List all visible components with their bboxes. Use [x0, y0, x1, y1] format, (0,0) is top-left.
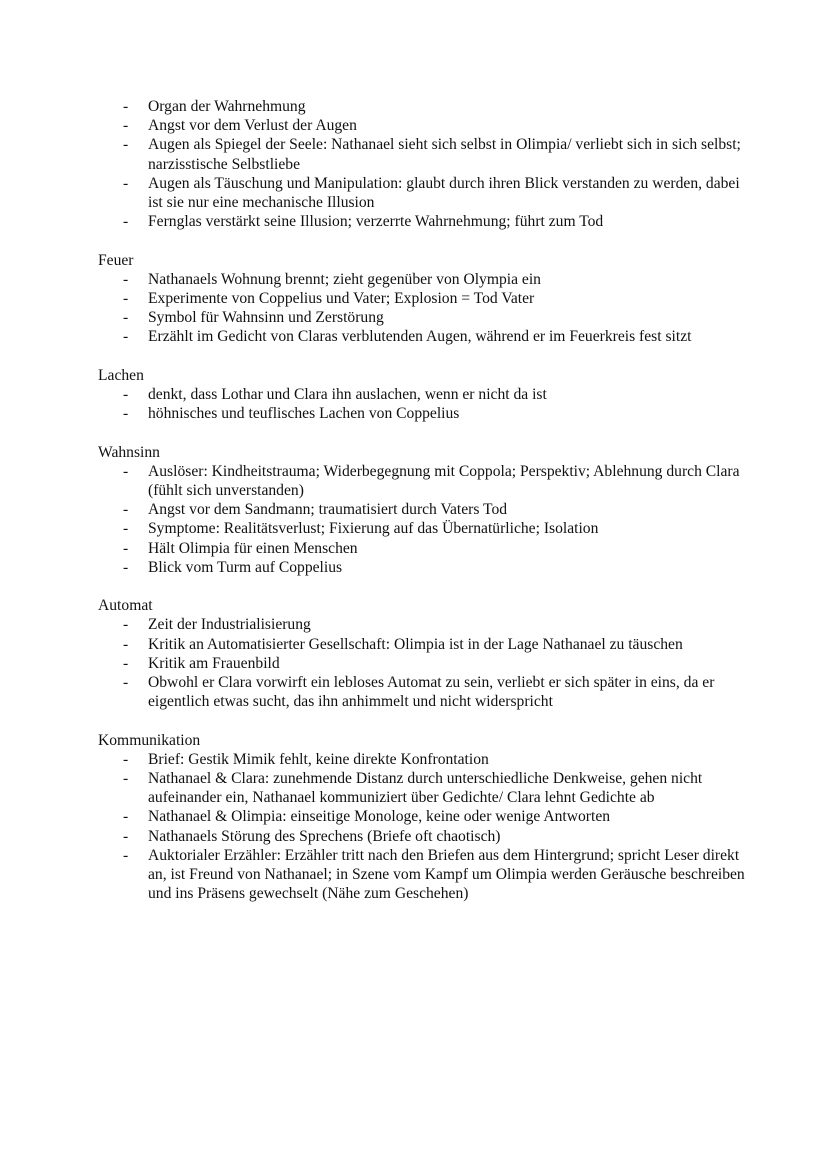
section-augen — [98, 97, 748, 231]
list-item — [98, 308, 748, 327]
list-item — [98, 673, 748, 711]
dash-bullet-icon: - — [123, 616, 129, 634]
list-item — [98, 827, 748, 846]
list-item — [98, 654, 748, 673]
list-item-text: Augen als Spiegel der Seele: Nathanael sieht sich selbst in Olimpia/ verliebt sich in sich selbst; narzisstische Selbstliebe — [148, 136, 741, 173]
list-item — [98, 404, 748, 423]
dash-bullet-icon: - — [123, 750, 129, 768]
list-item-text: Kritik am Frauenbild — [148, 654, 280, 672]
bullet-list — [98, 462, 748, 577]
dash-bullet-icon: - — [123, 462, 129, 480]
list-item-text: Zeit der Industrialisierung — [148, 616, 311, 634]
section-kommunikation — [98, 731, 748, 904]
list-item-text: Blick vom Turm auf Coppelius — [148, 558, 343, 576]
list-item — [98, 846, 748, 904]
list-item — [98, 807, 748, 826]
list-item — [98, 174, 748, 212]
list-item-text: Organ der Wahrnehmung — [148, 98, 306, 115]
dash-bullet-icon: - — [123, 520, 129, 538]
dash-bullet-icon: - — [123, 213, 129, 231]
dash-bullet-icon: - — [123, 270, 129, 288]
list-item — [98, 135, 748, 173]
section-lachen — [98, 366, 748, 424]
dash-bullet-icon: - — [123, 654, 129, 672]
list-item — [98, 289, 748, 308]
dash-bullet-icon: - — [123, 539, 129, 557]
dash-bullet-icon: - — [123, 174, 129, 192]
dash-bullet-icon: - — [123, 136, 129, 154]
list-item — [98, 270, 748, 289]
list-item-text: Auslöser: Kindheitstrauma; Widerbegegnung mit Coppola; Perspektiv; Ablehnung durch Clara (fühlt sich unverstanden) — [148, 462, 740, 500]
section-heading: Feuer — [98, 251, 134, 269]
document-body — [98, 97, 748, 923]
list-item — [98, 539, 748, 558]
list-item-text: Kritik an Automatisierter Gesellschaft: Olimpia ist in der Lage Nathanael zu täuschen — [148, 635, 683, 653]
list-item — [98, 750, 748, 769]
list-item — [98, 615, 748, 634]
bullet-list — [98, 750, 748, 904]
dash-bullet-icon: - — [123, 558, 129, 576]
list-item — [98, 558, 748, 577]
list-item-text: denkt, dass Lothar und Clara ihn auslachen, wenn er nicht da ist — [148, 386, 547, 404]
dash-bullet-icon: - — [123, 770, 129, 788]
list-item-text: Erzählt im Gedicht von Claras verblutenden Augen, während er im Feuerkreis fest sitzt — [148, 328, 692, 346]
dash-bullet-icon: - — [123, 827, 129, 845]
list-item-text: Experimente von Coppelius und Vater; Explosion = Tod Vater — [148, 290, 535, 308]
section-heading: Lachen — [98, 366, 144, 384]
list-item — [98, 519, 748, 538]
list-item — [98, 500, 748, 519]
list-item — [98, 385, 748, 404]
list-item — [98, 327, 748, 346]
dash-bullet-icon: - — [123, 98, 129, 115]
section-heading: Automat — [98, 597, 153, 615]
bullet-list — [98, 615, 748, 711]
list-item-text: Nathanaels Störung des Sprechens (Briefe oft chaotisch) — [148, 827, 501, 845]
section-feuer — [98, 251, 748, 347]
list-item — [98, 462, 748, 500]
list-item-text: Nathanaels Wohnung brennt; zieht gegenüber von Olympia ein — [148, 270, 541, 288]
dash-bullet-icon: - — [123, 117, 129, 135]
dash-bullet-icon: - — [123, 328, 129, 346]
list-item-text: Obwohl er Clara vorwirft ein lebloses Automat zu sein, verliebt er sich später in eins, da er eigentlich etwas sucht, das ihn anhimmelt und nicht widerspricht — [148, 674, 715, 711]
list-item-text: Nathanael & Olimpia: einseitige Monologe, keine oder wenige Antworten — [148, 808, 611, 826]
dash-bullet-icon: - — [123, 808, 129, 826]
dash-bullet-icon: - — [123, 635, 129, 653]
dash-bullet-icon: - — [123, 846, 129, 864]
list-item-text: Symptome: Realitätsverlust; Fixierung auf das Übernatürliche; Isolation — [148, 520, 599, 538]
list-item-text: Augen als Täuschung und Manipulation: glaubt durch ihren Blick verstanden zu werden, dabei ist sie nur eine mechanische Illusion — [148, 174, 740, 212]
dash-bullet-icon: - — [123, 386, 129, 404]
list-item — [98, 635, 748, 654]
list-item — [98, 97, 748, 116]
list-item — [98, 212, 748, 231]
dash-bullet-icon: - — [123, 290, 129, 308]
dash-bullet-icon: - — [123, 309, 129, 327]
dash-bullet-icon: - — [123, 674, 129, 692]
list-item-text: höhnisches und teuflisches Lachen von Coppelius — [148, 405, 460, 423]
list-item-text: Auktorialer Erzähler: Erzähler tritt nach den Briefen aus dem Hintergrund; spricht Leser direkt an, ist Freund von Nathanael; in Szene vom Kampf um Olimpia werden Geräusche beschreiben und ins Präsens gewechselt (Nähe zum Geschehen) — [148, 846, 745, 903]
section-automat — [98, 596, 748, 711]
section-heading: Kommunikation — [98, 731, 201, 749]
list-item-text: Nathanael & Clara: zunehmende Distanz durch unterschiedliche Denkweise, gehen nicht aufeinander ein, Nathanael kommuniziert über Gedichte/ Clara lehnt Gedichte ab — [148, 770, 703, 807]
list-item-text: Angst vor dem Sandmann; traumatisiert durch Vaters Tod — [148, 501, 508, 519]
bullet-list — [98, 385, 748, 423]
list-item-text: Brief: Gestik Mimik fehlt, keine direkte Konfrontation — [148, 750, 489, 768]
list-item-text: Fernglas verstärkt seine Illusion; verzerrte Wahrnehmung; führt zum Tod — [148, 213, 604, 231]
list-item-text: Symbol für Wahnsinn und Zerstörung — [148, 309, 384, 327]
list-item-text: Hält Olimpia für einen Menschen — [148, 539, 358, 557]
list-item — [98, 116, 748, 135]
bullet-list — [98, 97, 748, 231]
dash-bullet-icon: - — [123, 501, 129, 519]
bullet-list — [98, 270, 748, 347]
section-wahnsinn — [98, 443, 748, 577]
list-item — [98, 769, 748, 807]
list-item-text: Angst vor dem Verlust der Augen — [148, 117, 357, 135]
section-heading: Wahnsinn — [98, 443, 160, 461]
dash-bullet-icon: - — [123, 405, 129, 423]
